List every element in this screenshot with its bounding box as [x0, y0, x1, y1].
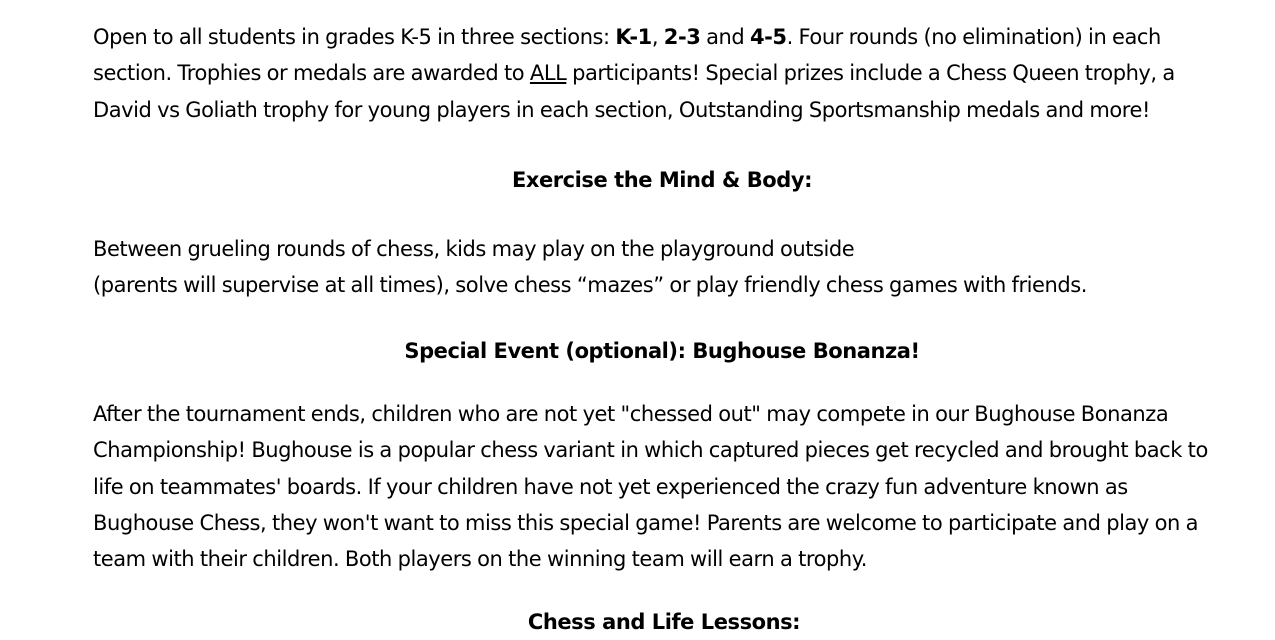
bughouse-paragraph [93, 396, 1208, 577]
heading-lessons: Chess and Life Lessons: [527, 610, 801, 634]
bughouse-line-5: team with their children. Both players on the winning team will earn a trophy. [93, 547, 867, 572]
intro-line-3: David vs Goliath trophy for young players in each section, Outstanding Sportsmanship medals and more! [93, 97, 1150, 122]
heading-bughouse: Special Event (optional): Bughouse Bonanza! [404, 339, 920, 363]
exercise-line-1: Between grueling rounds of chess, kids may play on the playground outside [93, 237, 855, 261]
section-2-3: 2-3 [663, 25, 701, 49]
section-4-5: 4-5 [750, 25, 787, 49]
intro-line-2: section. Trophies or medals are awarded to ALL participants! Special prizes include a Chess Queen trophy, a [93, 61, 1175, 86]
bughouse-line-1: After the tournament ends, children who are not yet "chessed out" may compete in our Bughouse Bonanza [93, 402, 1169, 426]
exercise-paragraph [93, 231, 1087, 304]
intro-paragraph [93, 19, 1175, 128]
bughouse-line-3: life on teammates' boards. If your children have not yet experienced the crazy fun adventure known as [93, 474, 1128, 499]
bughouse-line-2: Championship! Bughouse is a popular chess variant in which captured pieces get recycled and brought back to [93, 438, 1208, 463]
intro-line-1: Open to all students in grades K-5 in three sections: K-1, 2-3 and 4-5. Four rounds (no elimination) in each [93, 25, 1161, 49]
all-emphasis: ALL [529, 61, 567, 86]
bughouse-line-4: Bughouse Chess, they won't want to miss this special game! Parents are welcome to participate and play on a [93, 510, 1199, 535]
exercise-line-2: (parents will supervise at all times), solve chess “mazes” or play friendly chess games with friends. [93, 273, 1087, 298]
heading-exercise: Exercise the Mind & Body: [511, 168, 813, 192]
section-k-1: K-1 [615, 25, 652, 49]
